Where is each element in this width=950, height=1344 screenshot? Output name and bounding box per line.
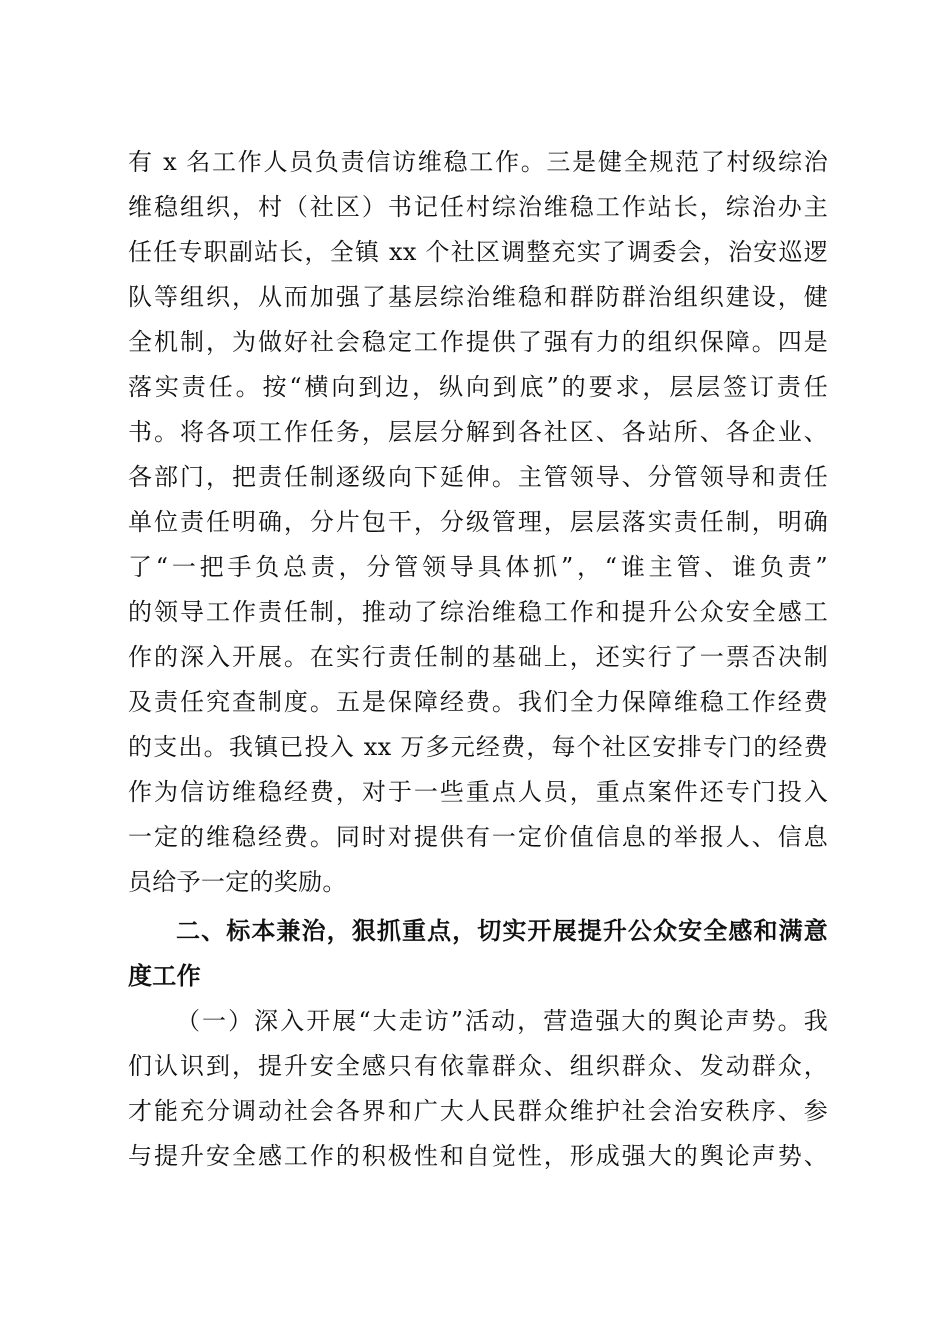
- text-line: 作的深入开展。在实行责任制的基础上，还实行了一票否决制: [128, 643, 828, 671]
- heading-line: 二、标本兼治，狠抓重点，切实开展提升公众安全感和满意: [176, 917, 828, 945]
- text-line: （一）深入开展“大走访”活动，营造强大的舆论声势。我: [176, 1007, 828, 1035]
- text-line: 的领导工作责任制，推动了综治维稳工作和提升公众安全感工: [128, 598, 828, 626]
- text-line: 有 x 名工作人员负责信访维稳工作。三是健全规范了村级综治: [128, 148, 828, 176]
- text-line: 各部门，把责任制逐级向下延伸。主管领导、分管领导和责任: [128, 463, 828, 491]
- text-line: 书。将各项工作任务，层层分解到各社区、各站所、各企业、: [128, 418, 828, 446]
- document-body: [128, 140, 828, 1179]
- text-line: 全机制，为做好社会稳定工作提供了强有力的组织保障。四是: [128, 328, 828, 356]
- text-line: 及责任究查制度。五是保障经费。我们全力保障维稳工作经费: [128, 688, 828, 716]
- text-line: 作为信访维稳经费，对于一些重点人员，重点案件还专门投入: [128, 778, 828, 806]
- paragraph-responsibility: [128, 140, 828, 905]
- paragraph-visits: [128, 999, 828, 1179]
- text-line: 落实责任。按“横向到边，纵向到底”的要求，层层签订责任: [128, 373, 828, 401]
- text-line: 才能充分调动社会各界和广大人民群众维护社会治安秩序、参: [128, 1097, 828, 1125]
- section-heading: [128, 909, 828, 999]
- text-line: 维稳组织，村（社区）书记任村综治维稳工作站长，综治办主: [128, 193, 828, 221]
- text-line: 员给予一定的奖励。: [128, 868, 347, 896]
- text-line: 任任专职副站长，全镇 xx 个社区调整充实了调委会，治安巡逻: [128, 238, 828, 266]
- text-line: 一定的维稳经费。同时对提供有一定价值信息的举报人、信息: [128, 823, 828, 851]
- text-line: 单位责任明确，分片包干，分级管理，层层落实责任制，明确: [128, 508, 828, 536]
- text-line: 们认识到，提升安全感只有依靠群众、组织群众、发动群众，: [128, 1052, 828, 1080]
- heading-line: 度工作: [128, 962, 201, 990]
- text-line: 与提升安全感工作的积极性和自觉性，形成强大的舆论声势、: [128, 1142, 828, 1170]
- text-line: 队等组织，从而加强了基层综治维稳和群防群治组织建设，健: [128, 283, 828, 311]
- text-line: 的支出。我镇已投入 xx 万多元经费，每个社区安排专门的经费: [128, 733, 828, 761]
- text-line: 了“一把手负总责，分管领导具体抓”，“谁主管、谁负责”: [128, 553, 828, 581]
